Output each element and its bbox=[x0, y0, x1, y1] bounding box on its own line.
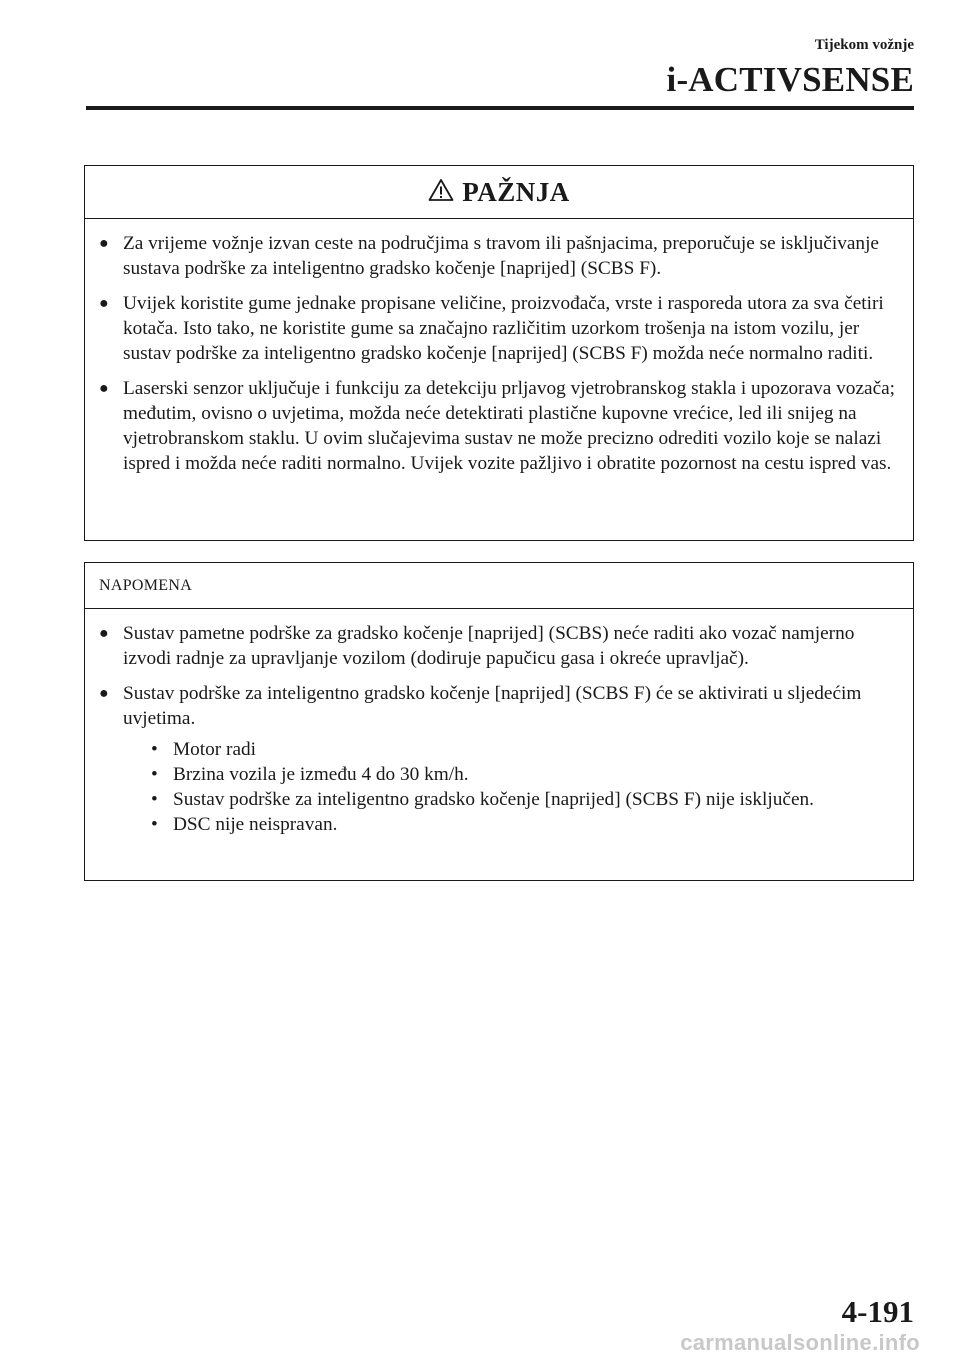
warning-triangle-icon bbox=[428, 178, 454, 207]
chapter-title: Tijekom vožnje bbox=[814, 37, 914, 53]
caution-title: PAŽNJA bbox=[462, 176, 570, 207]
header-rule bbox=[86, 106, 914, 110]
condition-item bbox=[147, 762, 897, 787]
caution-body bbox=[85, 219, 913, 476]
note-header bbox=[85, 563, 913, 609]
note-title: NAPOMENA bbox=[99, 576, 193, 594]
caution-box bbox=[84, 165, 914, 541]
caution-header bbox=[85, 166, 913, 219]
watermark: carmanualsonline.info bbox=[680, 1330, 920, 1355]
bullet-icon: ● bbox=[99, 235, 109, 252]
bullet-icon: ● bbox=[99, 295, 109, 312]
note-body bbox=[85, 609, 913, 837]
caution-item bbox=[99, 291, 897, 366]
note-item-text: Sustav podrške za inteligentno gradsko kočenje [naprijed] (SCBS F) će se aktivirati u sljedećim uvjetima. bbox=[123, 683, 862, 729]
condition-item bbox=[147, 737, 897, 762]
sub-bullet-icon: • bbox=[151, 764, 158, 785]
note-item bbox=[99, 681, 897, 837]
caution-item bbox=[99, 376, 897, 476]
condition-text: Motor radi bbox=[173, 739, 256, 760]
condition-text: Sustav podrške za inteligentno gradsko kočenje [naprijed] (SCBS F) nije isključen. bbox=[173, 789, 814, 810]
condition-text: Brzina vozila je između 4 do 30 km/h. bbox=[173, 764, 469, 785]
note-item-text: Sustav pametne podrške za gradsko kočenje [naprijed] (SCBS) neće raditi ako vozač namjerno izvodi radnje za upravljanje vozilom (dodiruje papučicu gasa i okreće upravljač). bbox=[123, 623, 855, 669]
caution-item bbox=[99, 231, 897, 281]
sub-bullet-icon: • bbox=[151, 814, 158, 835]
page-number: 4-191 bbox=[841, 1294, 914, 1329]
caution-item-text: Uvijek koristite gume jednake propisane veličine, proizvođača, vrste i rasporeda utora za sva četiri kotača. Isto tako, ne koristite gume sa značajno različitim uzorkom trošenja na istom vozilu, jer sustav podrške za inteligentno gradsko kočenje [naprijed] (SCBS F) možda neće normalno raditi. bbox=[123, 293, 884, 364]
sub-bullet-icon: • bbox=[151, 739, 158, 760]
sub-bullet-icon: • bbox=[151, 789, 158, 810]
bullet-icon: ● bbox=[99, 685, 109, 702]
caution-item-text: Laserski senzor uključuje i funkciju za detekciju prljavog vjetrobranskog stakla i upozorava vozača; međutim, ovisno o uvjetima, možda neće detektirati plastične kupovne vrećice, led ili snijeg na vjetrobranskom staklu. U ovim slučajevima sustav ne može precizno odrediti vozilo koje se nalazi ispred i možda neće raditi normalno. Uvijek vozite pažljivo i obratite pozornost na cestu ispred vas. bbox=[123, 378, 896, 474]
note-item bbox=[99, 621, 897, 671]
note-box bbox=[84, 562, 914, 881]
bullet-icon: ● bbox=[99, 625, 109, 642]
condition-text: DSC nije neispravan. bbox=[173, 814, 338, 835]
bullet-icon: ● bbox=[99, 380, 109, 397]
conditions-list bbox=[147, 737, 897, 837]
section-title: i-ACTIVSENSE bbox=[666, 60, 914, 99]
page-header bbox=[667, 36, 914, 100]
condition-item bbox=[147, 787, 897, 812]
caution-item-text: Za vrijeme vožnje izvan ceste na područjima s travom ili pašnjacima, preporučuje se isključivanje sustava podrške za inteligentno gradsko kočenje [naprijed] (SCBS F). bbox=[123, 233, 879, 279]
condition-item bbox=[147, 812, 897, 837]
